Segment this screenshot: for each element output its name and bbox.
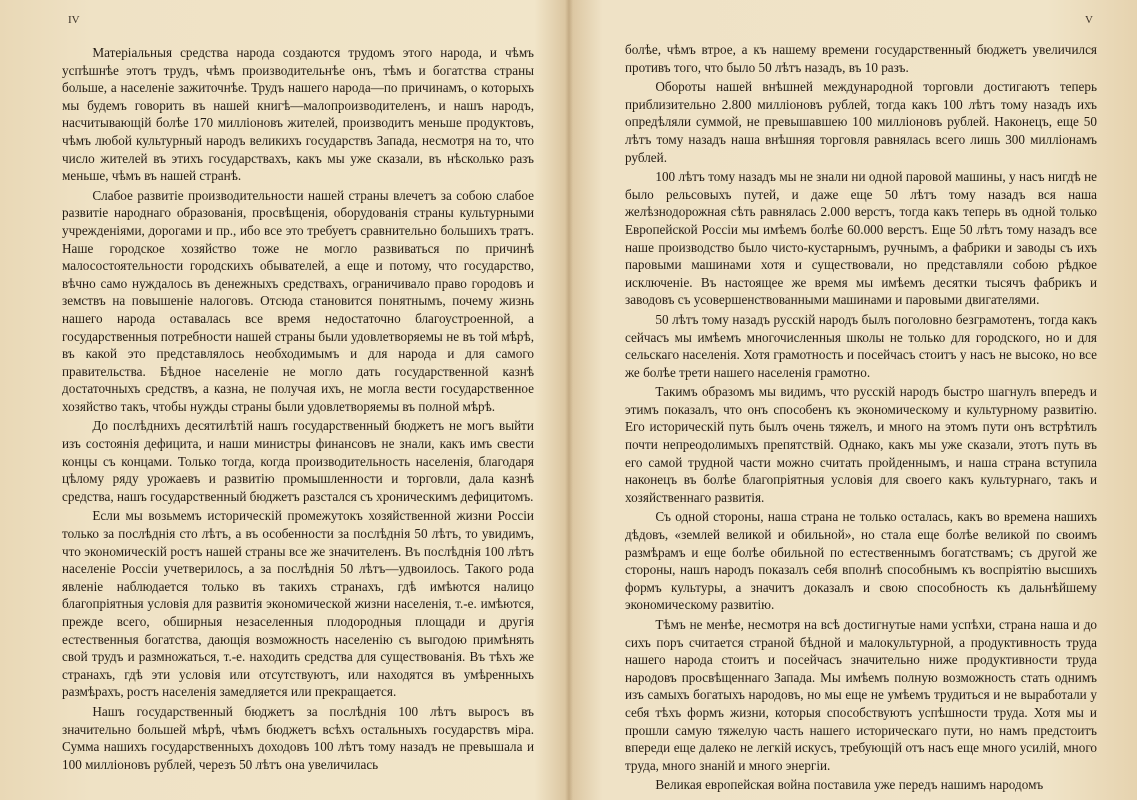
paragraph: 100 лѣтъ тому назадъ мы не знали ни одной паровой машины, у насъ нигдѣ не было рельсовыхъ путей, и даже еще 50 лѣтъ тому назадъ вся наша желѣзнодорожная сѣть равнялась 2.000 верстъ, тогда какъ теперь въ одной только Европейской Россіи мы имѣемъ болѣе 60.000 верстъ. Еще 50 лѣтъ тому назадъ все наше производство было чисто-кустарнымъ, ручнымъ, а фабрики и заводы съ ихъ паровыми машинами хотя и существовали, но представляли собою рѣдкое исключеніе. Въ настоящее же время мы имѣемъ десятки тысячъ фабрикъ и заводовъ съ усовершенствованными машинами и паровыми двигателями. bbox=[625, 169, 1097, 308]
paragraph: 50 лѣтъ тому назадъ русскій народъ былъ поголовно безграмотенъ, тогда какъ сейчасъ мы имѣемъ многочисленныя школы не только для городского, но и для сельскаго населенія. Хотя грамотность и посейчасъ стоитъ у насъ не высоко, но все же болѣе трети нашего населенія грамотно. bbox=[625, 311, 1097, 380]
paragraph: Великая европейская война поставила уже передъ нашимъ народомъ bbox=[655, 777, 1044, 793]
paragraph: Слабое развитіе производительности нашей страны влечетъ за собою слабое развитіе народнаго образованія, просвѣщенія, оборудованія страны культурными учрежденіями, дорогами и пр., ибо все это требуетъ сравнительно большихъ тратъ. Наше городское хозяйство тоже не могло развиваться по причинѣ малосостоятельности городскихъ обывателей, а еще и потому, что государство, вѣчно само нуждалось въ денежныхъ средствахъ, ограничивало право городовъ и земствъ на повышеніе налоговъ. Отсюда становится понятнымъ, почему жизнь нашего народа оставалась все время недостаточно благоустроенной, а государственныя потребности нашей страны были удовлетворяемы не въ той мѣрѣ, въ какой это представлялось необходимымъ и для народа и для самого правительства. Бѣдное населеніе не могло дать государственной казнѣ достаточныхъ средствъ, а казна, не получая ихъ, не могла вести государственное хозяйство такъ, чтобы нужды страны были удовлетворяемы въ полной мѣрѣ. bbox=[62, 187, 534, 414]
paragraph: Если мы возьмемъ историческій промежутокъ хозяйственной жизни Россіи только за послѣднія сто лѣтъ, а въ особенности за послѣднія 50 лѣтъ, то увидимъ, что экономическій ростъ нашей страны все же значителенъ. Въ послѣднія 100 лѣтъ населеніе Россіи учетверилось, а за послѣднія 50 лѣтъ—удвоилось. Такого рода явленіе наблюдается только въ такихъ странахъ, гдѣ имѣются налицо благопріятныя условія для развитія экономической жизни населенія, т.-е. имѣются, прежде всего, обширныя незаселенныя плодородныя площади и другія естественныя богатства, дающія возможность населенію съ выгодою примѣнять свой трудъ и размножаться, т.-е. находить средства для существованія. Въ тѣхъ же странахъ, гдѣ эти условія или отсутствуютъ, или находятся въ умѣренныхъ размѣрахъ, ростъ населенія замедляется или прекращается. bbox=[62, 508, 534, 700]
page-number: V bbox=[1085, 14, 1093, 26]
paragraph: Матеріальныя средства народа создаются трудомъ этого народа, и чѣмъ успѣшнѣе этотъ трудъ, чѣмъ производительнѣе онъ, тѣмъ и богатства страны больше, а населеніе зажиточнѣе. Трудъ нашего народа—по причинамъ, о которыхъ мы будемъ говорить въ нашей книгѣ—малопроизводителенъ, и нашъ народъ, насчитывающій болѣе 170 милліоновъ жителей, производитъ меньше продуктовъ, чѣмъ любой культурный народъ великихъ государствъ Запада, несмотря на то, что число жителей въ этихъ государствахъ, какъ мы уже сказали, въ нѣсколько разъ меньше, чѣмъ въ нашей странѣ. bbox=[62, 45, 534, 184]
paragraph: Съ одной стороны, наша страна не только осталась, какъ во времена нашихъ дѣдовъ, «землей великой и обильной», но стала еще болѣе великой по своимъ размѣрамъ и еще болѣе обильной по естественнымъ богатствамъ; съ другой же стороны, нашъ народъ показалъ себя вполнѣ способнымъ къ воспріятію высшихъ формъ культуры, а значитъ доказалъ и свою способность къ дальнѣйшему экономическому развитію. bbox=[625, 509, 1097, 613]
paragraph: Нашъ государственный бюджетъ за послѣднія 100 лѣтъ выросъ въ значительно большей мѣрѣ, чѣмъ бюджетъ всѣхъ остальныхъ государствъ міра. Сумма нашихъ государственныхъ доходовъ 100 лѣтъ тому назадъ не превышала и 100 милліоновъ рублей, черезъ 50 лѣтъ она увеличилась bbox=[62, 703, 534, 772]
right-page bbox=[571, 0, 1137, 800]
page-body bbox=[625, 41, 1097, 796]
left-page bbox=[0, 0, 566, 800]
paragraph-continued: болѣе, чѣмъ втрое, а къ нашему времени государственный бюджетъ увеличился противъ того, что было 50 лѣтъ назадъ, въ 10 разъ. bbox=[625, 42, 1097, 75]
paragraph: До послѣднихъ десятилѣтій нашъ государственный бюджетъ не могъ выйти изъ состоянія дефицита, и наши министры финансовъ не знали, какъ имъ свести концы съ концами. Только тогда, когда производительность населенія, благодаря цѣлому ряду урожаевъ и развитію промышленности и торговли, дала казнѣ средства, нашъ государственный бюджетъ разстался съ хроническимъ дефицитомъ. bbox=[62, 418, 534, 504]
page-number: IV bbox=[68, 14, 80, 26]
page-body bbox=[62, 44, 534, 775]
paragraph: Тѣмъ не менѣе, несмотря на всѣ достигнутые нами успѣхи, страна наша и до сихъ поръ считается страной бѣдной и малокультурной, а продуктивность труда нашего народа стоитъ и посейчасъ значительно ниже продуктивности труда народовъ просвѣщеннаго Запада. Мы имѣемъ полную возможность стать однимъ изъ самыхъ богатыхъ народовъ, но мы еще не умѣемъ трудиться и не выработали у себя тѣхъ формъ жизни, которыя способствуютъ успѣшности труда. Хотя мы и прошли самую тяжелую часть нашего историческаго пути, но намъ предстоитъ впереди еще далеко не легкій искусъ, требующій отъ насъ еще много усилій, много труда, много знаній и много энергіи. bbox=[625, 617, 1097, 773]
paragraph: Обороты нашей внѣшней международной торговли достигаютъ теперь приблизительно 2.800 милліоновъ рублей, тогда какъ 100 лѣтъ тому назадъ ихъ опредѣляли суммой, не превышавшею 100 милліоновъ рублей. Наконецъ, еще 50 лѣтъ тому назадъ наша внѣшняя торговля равнялась всего лишь 300 милліонамъ рублей. bbox=[625, 79, 1097, 165]
paragraph: Такимъ образомъ мы видимъ, что русскій народъ быстро шагнулъ впередъ и этимъ показалъ, что онъ способенъ къ экономическому и культурному развитію. Его историческій путь былъ очень тяжелъ, и много на этомъ пути онъ встрѣтилъ почти непреодолимыхъ препятствій. Однако, какъ мы уже сказали, этотъ путь въ его самой трудной части можно считать пройденнымъ, и наша страна вступила наконецъ въ болѣе благопріятныя условія для своего какъ культурнаго, такъ и хозяйственнаго развитія. bbox=[625, 384, 1097, 505]
